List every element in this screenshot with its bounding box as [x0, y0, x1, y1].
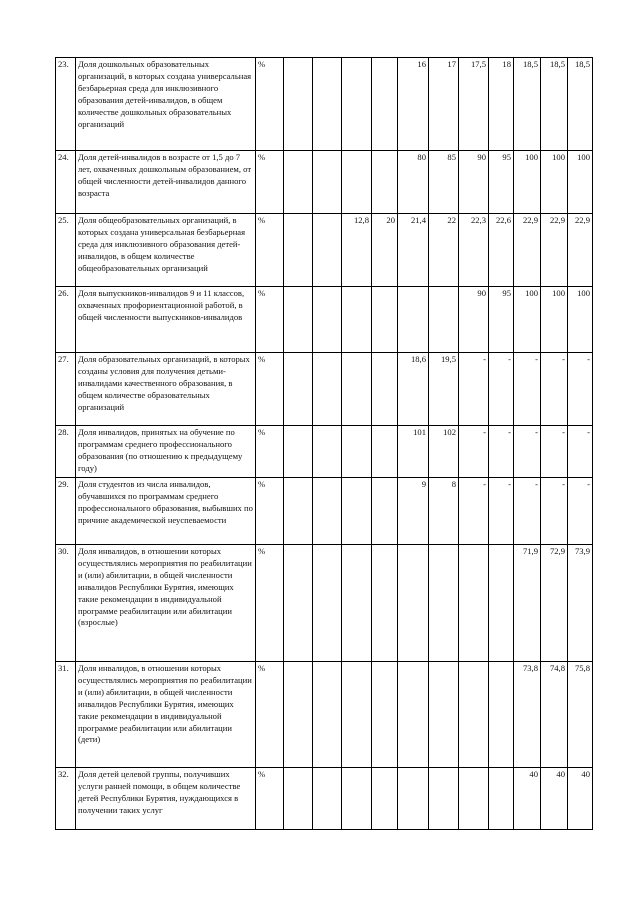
value-cell	[342, 768, 372, 830]
value-cell: 22	[429, 214, 459, 287]
value-cell	[284, 353, 313, 426]
value-cell: 72,9	[541, 545, 568, 662]
value-cell	[284, 287, 313, 353]
value-cell	[372, 353, 398, 426]
value-cell	[398, 287, 429, 353]
value-cell: -	[514, 478, 541, 545]
value-cell	[489, 545, 514, 662]
value-cell: 71,9	[514, 545, 541, 662]
value-cell: 75,8	[568, 662, 593, 768]
table-row	[56, 151, 593, 214]
value-cell: 16	[398, 58, 429, 151]
indicator-name: Доля выпускников-инвалидов 9 и 11 классов, охваченных профориентационной работой, в общей численности выпускников-инвалидов	[76, 287, 256, 353]
unit-cell: %	[256, 426, 284, 478]
value-cell	[313, 58, 342, 151]
value-cell	[284, 426, 313, 478]
value-cell: 100	[541, 151, 568, 214]
value-cell: 22,9	[568, 214, 593, 287]
row-number: 26.	[56, 287, 76, 353]
value-cell: -	[459, 478, 489, 545]
value-cell: 74,8	[541, 662, 568, 768]
row-number: 25.	[56, 214, 76, 287]
value-cell: 12,8	[342, 214, 372, 287]
value-cell	[313, 353, 342, 426]
value-cell: -	[541, 426, 568, 478]
value-cell: 19,5	[429, 353, 459, 426]
value-cell: 22,3	[459, 214, 489, 287]
unit-cell: %	[256, 545, 284, 662]
indicator-name: Доля инвалидов, в отношении которых осуществлялись мероприятия по реабилитации и (или) абилитации, в общей численности инвалидов Республики Бурятия, имеющих такие рекомендации в индивидуальной программе реабилитации или абилитации (взрослые)	[76, 545, 256, 662]
value-cell	[284, 545, 313, 662]
value-cell: 95	[489, 151, 514, 214]
value-cell: -	[568, 478, 593, 545]
value-cell	[489, 768, 514, 830]
value-cell	[313, 478, 342, 545]
unit-cell: %	[256, 151, 284, 214]
indicator-name: Доля общеобразовательных организаций, в которых создана универсальная безбарьерная среда для инклюзивного образования детей-инвалидов, в общем количестве общеобразовательных организаций	[76, 214, 256, 287]
value-cell: 8	[429, 478, 459, 545]
table-row	[56, 662, 593, 768]
value-cell: 18,5	[568, 58, 593, 151]
value-cell	[429, 545, 459, 662]
indicator-name: Доля инвалидов, принятых на обучение по программам среднего профессионального образования (по отношению к предыдущему году)	[76, 426, 256, 478]
value-cell	[372, 768, 398, 830]
row-number: 30.	[56, 545, 76, 662]
value-cell	[342, 545, 372, 662]
value-cell: 17,5	[459, 58, 489, 151]
value-cell: 18,6	[398, 353, 429, 426]
value-cell: 100	[514, 151, 541, 214]
value-cell: 100	[541, 287, 568, 353]
value-cell: 90	[459, 287, 489, 353]
value-cell: 101	[398, 426, 429, 478]
value-cell: 73,9	[568, 545, 593, 662]
value-cell: 73,8	[514, 662, 541, 768]
value-cell: 40	[568, 768, 593, 830]
value-cell	[284, 214, 313, 287]
unit-cell: %	[256, 58, 284, 151]
value-cell	[284, 478, 313, 545]
value-cell: -	[489, 478, 514, 545]
value-cell: 22,9	[514, 214, 541, 287]
value-cell	[342, 287, 372, 353]
table-row	[56, 58, 593, 151]
value-cell: -	[514, 426, 541, 478]
value-cell: -	[541, 478, 568, 545]
value-cell: 17	[429, 58, 459, 151]
value-cell: 80	[398, 151, 429, 214]
value-cell	[429, 662, 459, 768]
value-cell	[284, 151, 313, 214]
row-number: 28.	[56, 426, 76, 478]
value-cell: 40	[541, 768, 568, 830]
value-cell	[342, 478, 372, 545]
value-cell	[342, 353, 372, 426]
indicator-name: Доля студентов из числа инвалидов, обучавшихся по программам среднего профессионального образования, выбывших по причине академической неуспеваемости	[76, 478, 256, 545]
unit-cell: %	[256, 287, 284, 353]
value-cell: 100	[568, 151, 593, 214]
table-row	[56, 545, 593, 662]
value-cell: -	[514, 353, 541, 426]
table-row	[56, 214, 593, 287]
value-cell	[313, 545, 342, 662]
value-cell: 90	[459, 151, 489, 214]
value-cell	[313, 426, 342, 478]
value-cell: 9	[398, 478, 429, 545]
value-cell	[429, 287, 459, 353]
value-cell	[284, 768, 313, 830]
value-cell	[372, 545, 398, 662]
value-cell: 40	[514, 768, 541, 830]
value-cell	[342, 151, 372, 214]
indicator-name: Доля дошкольных образовательных организаций, в которых создана универсальная безбарьерная среда для инклюзивного образования детей-инвалидов, в общем количестве дошкольных образовательных организаций	[76, 58, 256, 151]
value-cell: -	[459, 353, 489, 426]
value-cell: 102	[429, 426, 459, 478]
value-cell	[342, 58, 372, 151]
value-cell	[313, 151, 342, 214]
value-cell	[372, 478, 398, 545]
table-row	[56, 768, 593, 830]
value-cell	[372, 58, 398, 151]
indicator-name: Доля детей целевой группы, получивших услуги ранней помощи, в общем количестве детей Республики Бурятия, нуждающихся в получении таких услуг	[76, 768, 256, 830]
value-cell: 100	[514, 287, 541, 353]
value-cell: 20	[372, 214, 398, 287]
value-cell: 18	[489, 58, 514, 151]
value-cell: 18,5	[514, 58, 541, 151]
value-cell	[372, 287, 398, 353]
table-row	[56, 353, 593, 426]
value-cell	[459, 768, 489, 830]
value-cell	[372, 662, 398, 768]
unit-cell: %	[256, 478, 284, 545]
row-number: 29.	[56, 478, 76, 545]
value-cell: -	[489, 426, 514, 478]
value-cell	[284, 662, 313, 768]
value-cell	[372, 426, 398, 478]
value-cell	[313, 662, 342, 768]
value-cell: -	[568, 426, 593, 478]
value-cell	[284, 58, 313, 151]
table-row	[56, 478, 593, 545]
table-row	[56, 426, 593, 478]
value-cell	[313, 768, 342, 830]
value-cell	[429, 768, 459, 830]
indicator-name: Доля детей-инвалидов в возрасте от 1,5 до 7 лет, охваченных дошкольным образованием, от общей численности детей-инвалидов данного возраста	[76, 151, 256, 214]
indicator-name: Доля инвалидов, в отношении которых осуществлялись мероприятия по реабилитации и (или) абилитации, в общей численности инвалидов Республики Бурятия, имеющих такие рекомендации в индивидуальной программе реабилитации или абилитации (дети)	[76, 662, 256, 768]
value-cell: -	[459, 426, 489, 478]
unit-cell: %	[256, 353, 284, 426]
value-cell	[459, 545, 489, 662]
value-cell	[342, 662, 372, 768]
value-cell: 22,6	[489, 214, 514, 287]
value-cell	[459, 662, 489, 768]
unit-cell: %	[256, 214, 284, 287]
unit-cell: %	[256, 662, 284, 768]
row-number: 32.	[56, 768, 76, 830]
value-cell: 18,5	[541, 58, 568, 151]
value-cell: 100	[568, 287, 593, 353]
value-cell: 85	[429, 151, 459, 214]
value-cell	[398, 662, 429, 768]
value-cell: -	[541, 353, 568, 426]
table-body	[56, 58, 593, 830]
value-cell: -	[568, 353, 593, 426]
value-cell: 21,4	[398, 214, 429, 287]
indicator-name: Доля образовательных организаций, в которых созданы условия для получения детьми-инвалидами качественного образования, в общем количестве образовательных организаций	[76, 353, 256, 426]
row-number: 23.	[56, 58, 76, 151]
row-number: 27.	[56, 353, 76, 426]
row-number: 31.	[56, 662, 76, 768]
row-number: 24.	[56, 151, 76, 214]
value-cell: -	[489, 353, 514, 426]
value-cell	[398, 768, 429, 830]
value-cell	[313, 287, 342, 353]
value-cell	[489, 662, 514, 768]
table-row	[56, 287, 593, 353]
indicators-table	[55, 57, 593, 830]
value-cell: 95	[489, 287, 514, 353]
value-cell	[342, 426, 372, 478]
value-cell	[313, 214, 342, 287]
value-cell: 22,9	[541, 214, 568, 287]
value-cell	[372, 151, 398, 214]
value-cell	[398, 545, 429, 662]
unit-cell: %	[256, 768, 284, 830]
